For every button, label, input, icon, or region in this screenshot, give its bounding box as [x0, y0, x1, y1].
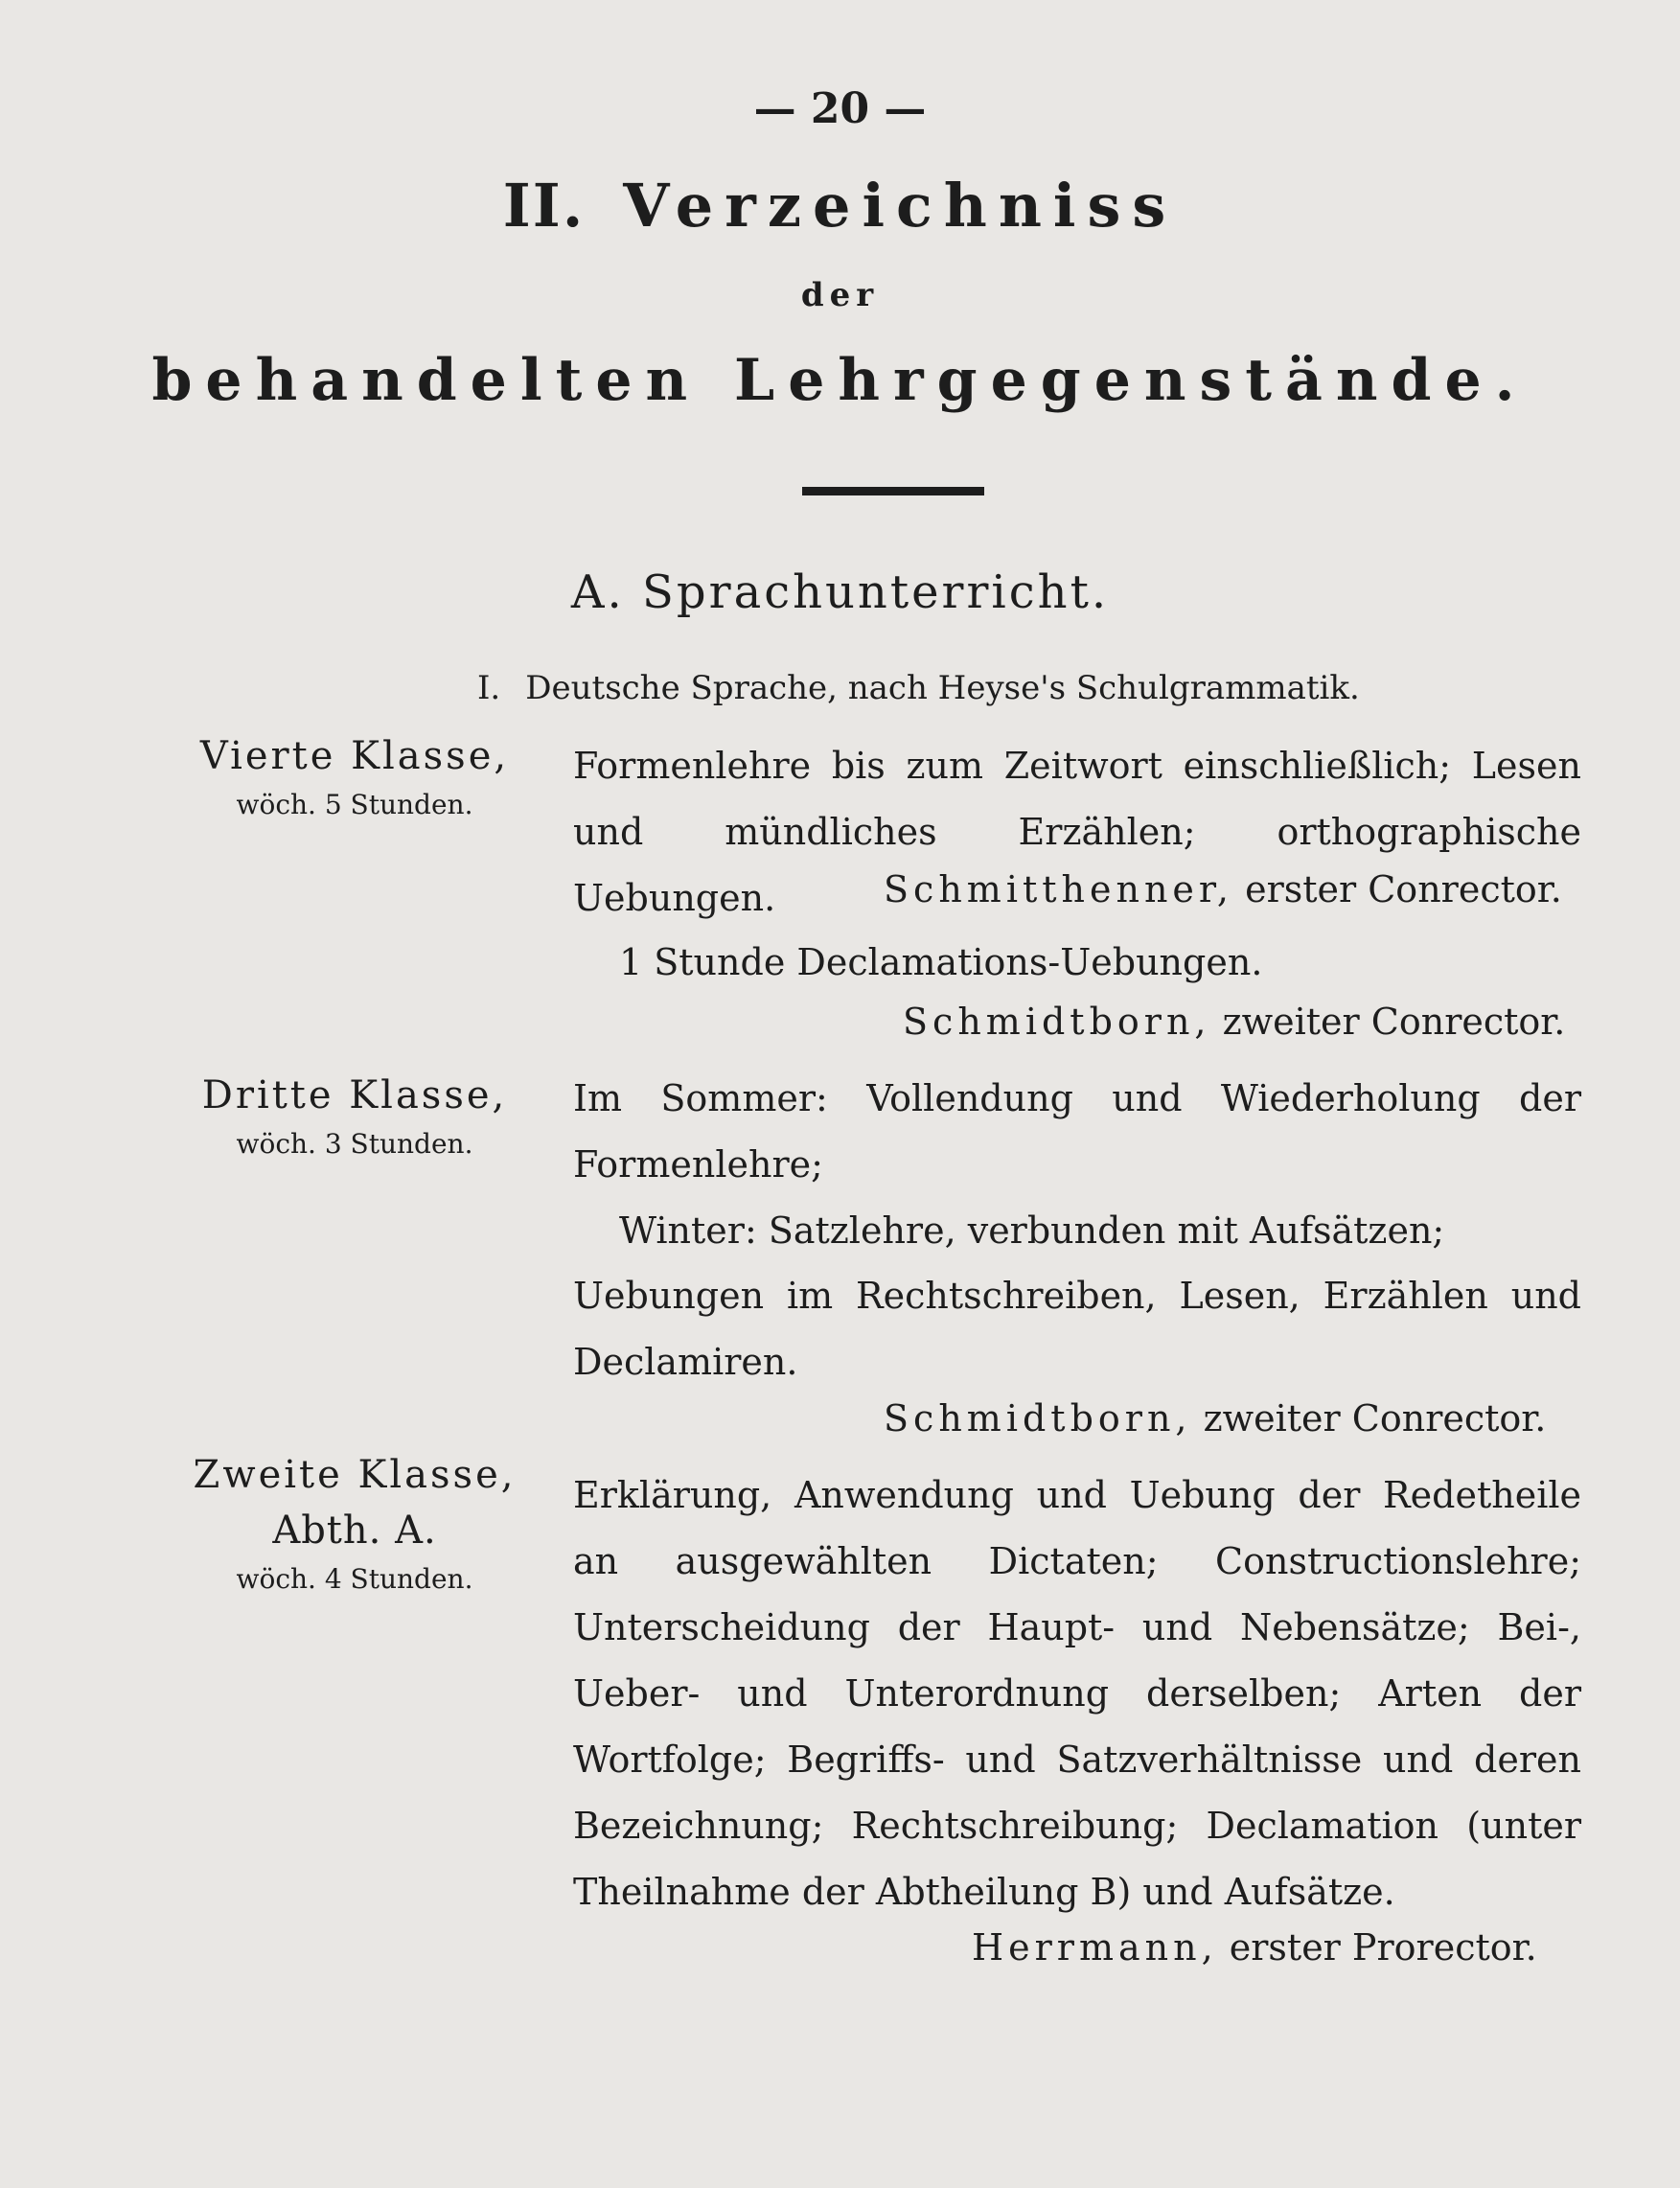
subsection-number: I.	[477, 669, 501, 707]
teacher-name: Herrmann,	[972, 1926, 1218, 1969]
class-entry-text: Erklärung, Anwendung und Uebung der Redetheile an ausgewählten Dictaten; Constructionslehre; Unterscheidung der Haupt- und Nebensätze; Bei-, Ueber- und Unterordnung derselben; Arten der Wortfolge; Begriffs- und Satzverhältnisse und deren Bezeichnung; Rechtschreibung; Declamation (unter Theilnahme der Abtheilung B) und Aufsätze.	[573, 1474, 1581, 1913]
teacher-name: Schmidtborn,	[884, 1397, 1192, 1439]
class-hours: wöch. 3 Stunden.	[236, 1128, 473, 1160]
section-heading: A. Sprachunterricht.	[570, 565, 1110, 619]
page-title	[0, 171, 1680, 241]
teacher-role: zweiter Conrector.	[1203, 1397, 1547, 1439]
class-name: Vierte Klasse,	[199, 734, 510, 778]
title-der: der	[800, 276, 880, 314]
subsection-text: Deutsche Sprache, nach Heyse's Schulgrammatik.	[525, 669, 1360, 707]
class-entry-text: Uebungen im Rechtschreiben, Lesen, Erzählen und Declamiren.	[573, 1275, 1581, 1383]
class-name: Zweite Klasse,	[193, 1453, 517, 1497]
class-label-dritte	[163, 1068, 546, 1165]
subsection-heading	[477, 669, 1360, 707]
title-word: Verzeichniss	[623, 171, 1178, 241]
title-divider-rule	[802, 487, 984, 495]
teacher-line	[884, 868, 1562, 910]
class-hours: wöch. 4 Stunden.	[236, 1563, 473, 1595]
title-subtitle: behandelten Lehrgegenstände.	[151, 347, 1529, 414]
class-entry-text: Winter: Satzlehre, verbunden mit Aufsätzen;	[619, 1209, 1445, 1252]
class-label-zweite	[163, 1447, 546, 1601]
teacher-line	[884, 1397, 1546, 1439]
class-entry-text: 1 Stunde Declamations-Uebungen.	[619, 941, 1263, 983]
teacher-line	[903, 1001, 1565, 1043]
teacher-role: erster Prorector.	[1229, 1926, 1537, 1969]
class-label-vierte	[163, 728, 546, 826]
class-entry-text: Formenlehre bis zum Zeitwort einschließlich; Lesen und mündliches Erzählen; orthographische Uebungen.	[573, 745, 1581, 919]
title-roman-numeral: II.	[502, 171, 586, 241]
page-number: — 20 —	[753, 84, 927, 133]
teacher-role: erster Conrector.	[1245, 868, 1562, 910]
class-name: Dritte Klasse,	[201, 1073, 508, 1117]
class-division: Abth. A.	[272, 1509, 437, 1553]
teacher-line	[972, 1926, 1537, 1969]
teacher-name: Schmidtborn,	[903, 1001, 1211, 1043]
teacher-name: Schmitthenner,	[884, 868, 1233, 910]
class-entry-text: Im Sommer: Vollendung und Wiederholung der Formenlehre;	[573, 1077, 1581, 1186]
class-hours: wöch. 5 Stunden.	[236, 789, 473, 820]
teacher-role: zweiter Conrector.	[1222, 1001, 1566, 1043]
